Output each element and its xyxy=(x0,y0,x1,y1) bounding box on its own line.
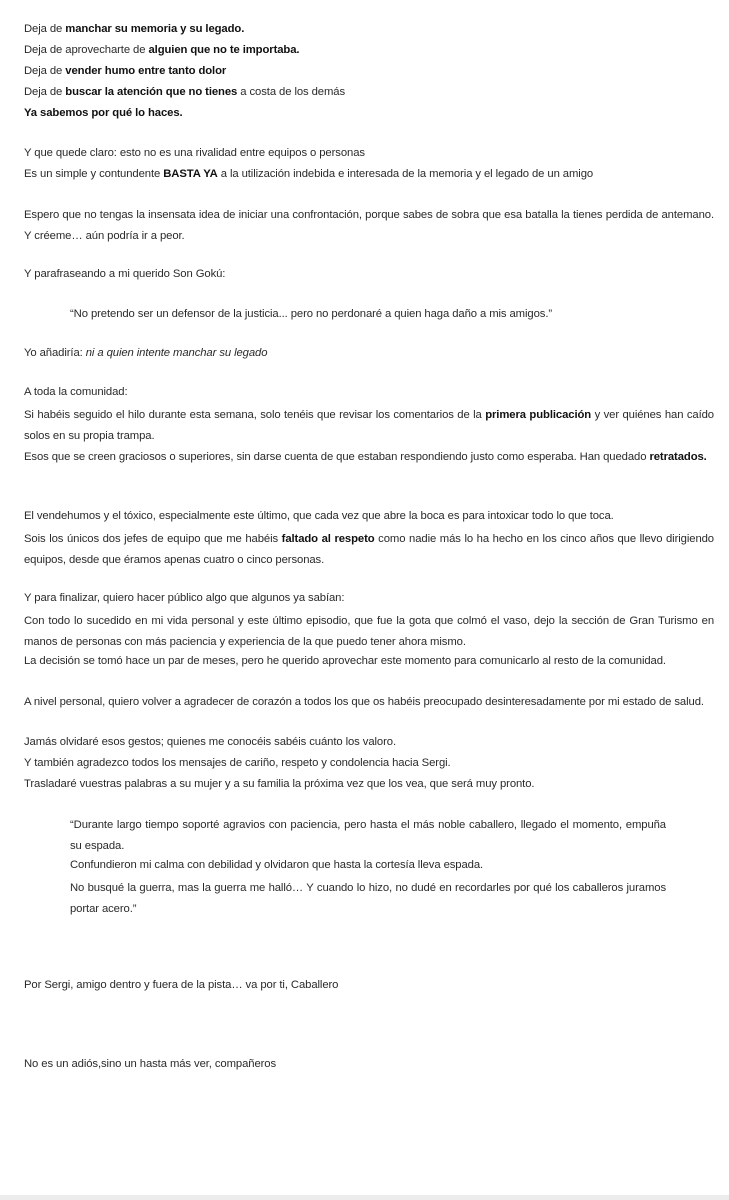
line-1: Deja de manchar su memoria y su legado. xyxy=(24,23,245,35)
line-7: Es un simple y contundente BASTA YA a la utilización indebida e interesada de la memoria y el legado de un amigo xyxy=(24,168,594,180)
bottom-edge xyxy=(0,1195,729,1200)
line-5: Ya sabemos por qué lo haces. xyxy=(24,107,183,119)
paragraph-salud: A nivel personal, quiero volver a agradecer de corazón a todos los que os habéis preocupado desinteresadamente por mi estado de salud. xyxy=(24,696,704,708)
paragraph-retratados: Esos que se creen graciosos o superiores, sin darse cuenta de que estaban respondiendo justo como esperaba. Han quedado retratados. xyxy=(24,451,707,463)
quote-caballero-2: Confundieron mi calma con debilidad y olvidaron que hasta la cortesía lleva espada. xyxy=(70,859,484,871)
line-22: Y también agradezco todos los mensajes de cariño, respeto y condolencia hacia Sergi. xyxy=(24,757,451,769)
line-6: Y que quede claro: esto no es una rivalidad entre equipos o personas xyxy=(24,147,365,159)
line-23: Trasladaré vuestras palabras a su mujer y a su familia la próxima vez que los vea, que será muy pronto. xyxy=(24,778,535,790)
line-28: No es un adiós,sino un hasta más ver, compañeros xyxy=(24,1058,277,1070)
line-17: Y para finalizar, quiero hacer público algo que algunos ya sabían: xyxy=(24,592,345,604)
quote-caballero-1: “Durante largo tiempo soporté agravios con paciencia, pero hasta el más noble caballero, llegado el momento, empuña su espada. xyxy=(70,819,666,852)
line-15: El vendehumos y el tóxico, especialmente este último, que cada vez que abre la boca es para intoxicar todo lo que toca. xyxy=(24,510,614,522)
line-21: Jamás olvidaré esos gestos; quienes me conocéis sabéis cuánto los valoro. xyxy=(24,736,396,748)
line-12: A toda la comunidad: xyxy=(24,386,128,398)
quote-goku: “No pretendo ser un defensor de la justicia... pero no perdonaré a quien haga daño a mis amigos.” xyxy=(70,308,553,320)
line-9: Y parafraseando a mi querido Son Gokú: xyxy=(24,268,226,280)
line-19: La decisión se tomó hace un par de meses, pero he querido aprovechar este momento para comunicarlo al resto de la comunidad. xyxy=(24,655,666,667)
line-2: Deja de aprovecharte de alguien que no te importaba. xyxy=(24,44,300,56)
paragraph-confrontation: Espero que no tengas la insensata idea de iniciar una confrontación, porque sabes de sobra que esa batalla la tienes perdida de antemano. Y créeme… aún podría ir a peor. xyxy=(24,209,714,242)
paragraph-primera-publicacion: Si habéis seguido el hilo durante esta semana, solo tenéis que revisar los comentarios de la primera publicación y ver quiénes han caído solos en su propia trampa. xyxy=(24,409,714,442)
line-11: Yo añadiría: ni a quien intente manchar su legado xyxy=(24,347,268,359)
quote-caballero-3: No busqué la guerra, mas la guerra me halló… Y cuando lo hizo, no dudé en recordarles por qué los caballeros juramos portar acero.” xyxy=(70,882,666,915)
line-4: Deja de buscar la atención que no tienes a costa de los demás xyxy=(24,86,346,98)
paragraph-faltado-respeto: Sois los únicos dos jefes de equipo que me habéis faltado al respeto como nadie más lo ha hecho en los cinco años que llevo dirigiendo equipos, desde que éramos apenas cuatro o cinco personas. xyxy=(24,533,714,566)
line-27: Por Sergi, amigo dentro y fuera de la pista… va por ti, Caballero xyxy=(24,979,339,991)
line-3: Deja de vender humo entre tanto dolor xyxy=(24,65,227,77)
paragraph-gran-turismo: Con todo lo sucedido en mi vida personal y este último episodio, que fue la gota que colmó el vaso, dejo la sección de Gran Turismo en manos de personas con más paciencia y experiencia de la que puedo tener ahora mismo. xyxy=(24,615,714,648)
